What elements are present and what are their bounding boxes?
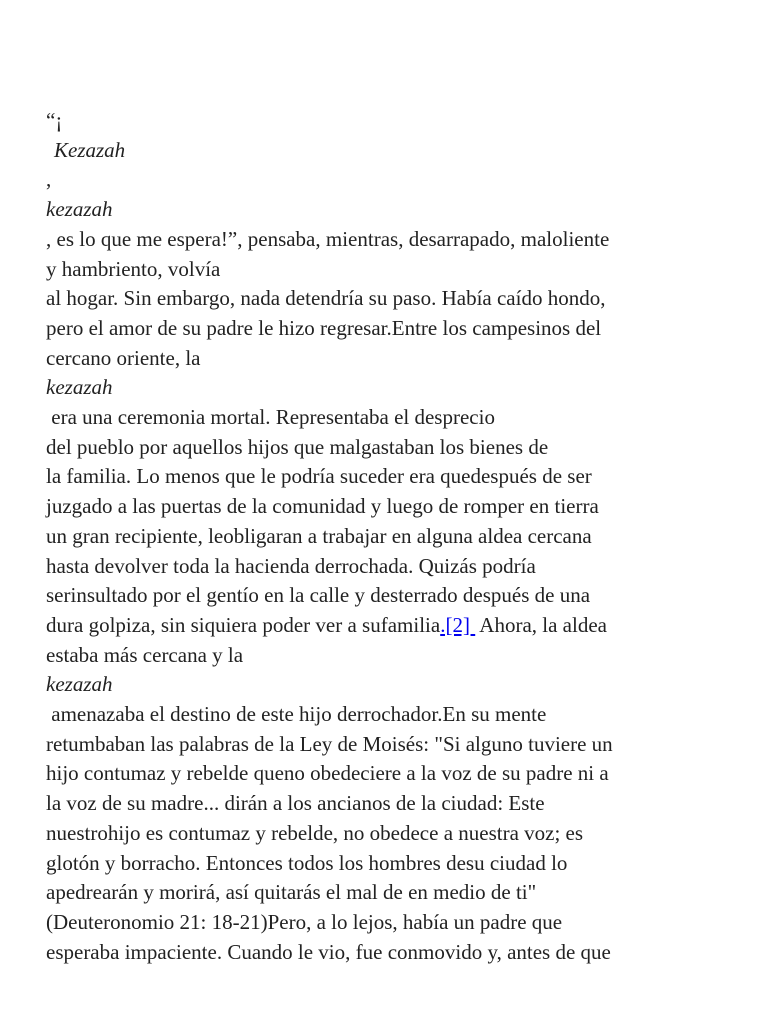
- text-line: , es lo que me espera!”, pensaba, mientras, desarrapado, maloliente: [46, 226, 610, 251]
- text-segment: Ahora, la aldea: [475, 612, 607, 637]
- text-line: la familia. Lo menos que le podría suceder era quedespués de ser: [46, 464, 592, 489]
- text-line: pero el amor de su padre le hizo regresar.Entre los campesinos del: [46, 315, 602, 340]
- italic-term-kezazah: kezazah: [46, 375, 113, 400]
- text-line: hijo contumaz y rebelde queno obedeciere a la voz de su padre ni a: [46, 761, 609, 786]
- text-line: amenazaba el destino de este hijo derrochador.En su mente: [46, 702, 547, 727]
- text-line-with-footnote: [46, 611, 736, 641]
- text-line: estaba más cercana y la: [46, 642, 244, 667]
- text-line: glotón y borracho. Entonces todos los hombres desu ciudad lo: [46, 850, 568, 875]
- footnote-link[interactable]: .[2]: [440, 612, 476, 637]
- text-line: del pueblo por aquellos hijos que malgastaban los bienes de: [46, 434, 549, 459]
- text-line: nuestrohijo es contumaz y rebelde, no obedece a nuestra voz; es: [46, 820, 584, 845]
- text-line: (Deuteronomio 21: 18-21)Pero, a lo lejos, había un padre que: [46, 909, 563, 934]
- comma-line: ,: [46, 167, 52, 192]
- italic-term-kezazah: kezazah: [46, 672, 113, 697]
- text-line: retumbaban las palabras de la Ley de Moisés: "Si alguno tuviere un: [46, 731, 613, 756]
- text-line: hasta devolver toda la hacienda derrochada. Quizás podría: [46, 553, 536, 578]
- text-line: apedrearán y morirá, así quitarás el mal de en medio de ti": [46, 880, 537, 905]
- text-line: al hogar. Sin embargo, nada detendría su paso. Había caído hondo,: [46, 286, 606, 311]
- text-line: esperaba impaciente. Cuando le vio, fue conmovido y, antes de que: [46, 939, 611, 964]
- text-line: juzgado a las puertas de la comunidad y luego de romper en tierra: [46, 494, 599, 519]
- italic-term-kezazah: kezazah: [46, 197, 113, 222]
- text-line: un gran recipiente, leobligaran a trabajar en alguna aldea cercana: [46, 523, 592, 548]
- opening-quote: “¡: [46, 108, 63, 132]
- text-line: serinsultado por el gentío en la calle y desterrado después de una: [46, 583, 591, 608]
- text-segment: dura golpiza, sin siquiera poder ver a sufamilia: [46, 612, 441, 637]
- text-line: era una ceremonia mortal. Representaba el desprecio: [46, 405, 495, 430]
- document-body: [46, 106, 736, 967]
- text-line: cercano oriente, la: [46, 345, 201, 370]
- italic-term-kezazah: Kezazah: [54, 137, 126, 162]
- text-line: y hambriento, volvía: [46, 256, 221, 281]
- text-line: la voz de su madre... dirán a los ancianos de la ciudad: Este: [46, 791, 545, 816]
